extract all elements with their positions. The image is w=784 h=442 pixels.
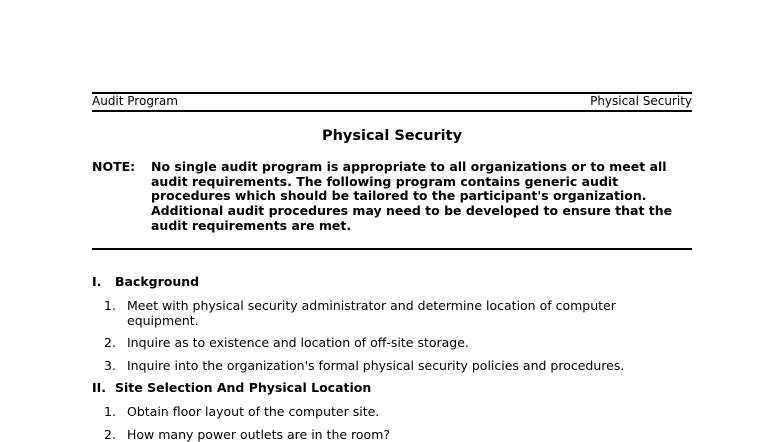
item-text: Meet with physical security administrator and determine location of computer equipment. <box>127 298 616 328</box>
note-text: No single audit program is appropriate to all organizations or to meet all audit requirements. The following program contains generic audit procedures which should be tailored to the participant's organization. Additional audit procedures may need to be developed to ensure that the audit requirements are met. <box>151 159 673 233</box>
running-header <box>92 94 692 109</box>
item-text: How many power outlets are in the room? <box>127 427 391 442</box>
item-number: 2. <box>104 427 116 442</box>
section-title: Background <box>115 274 200 289</box>
item-number: 3. <box>104 358 116 373</box>
item-text: Obtain floor layout of the computer site. <box>127 404 380 419</box>
section-number: I. <box>92 274 102 289</box>
item-number: 2. <box>104 335 116 350</box>
header-rule <box>92 110 692 112</box>
note-label: NOTE: <box>92 159 136 174</box>
header-right: Physical Security <box>590 94 692 108</box>
document-page <box>92 0 692 441</box>
item-text: Inquire into the organization's formal physical security policies and procedures. <box>127 358 625 373</box>
item-number: 1. <box>104 298 116 313</box>
page-title: Physical Security <box>321 128 463 144</box>
section-title: Site Selection And Physical Location <box>115 380 372 395</box>
item-text: Inquire as to existence and location of off-site storage. <box>127 335 469 350</box>
note-rule <box>92 248 692 250</box>
section-number: II. <box>92 380 107 395</box>
header-left: Audit Program <box>92 94 178 108</box>
item-number: 1. <box>104 404 116 419</box>
